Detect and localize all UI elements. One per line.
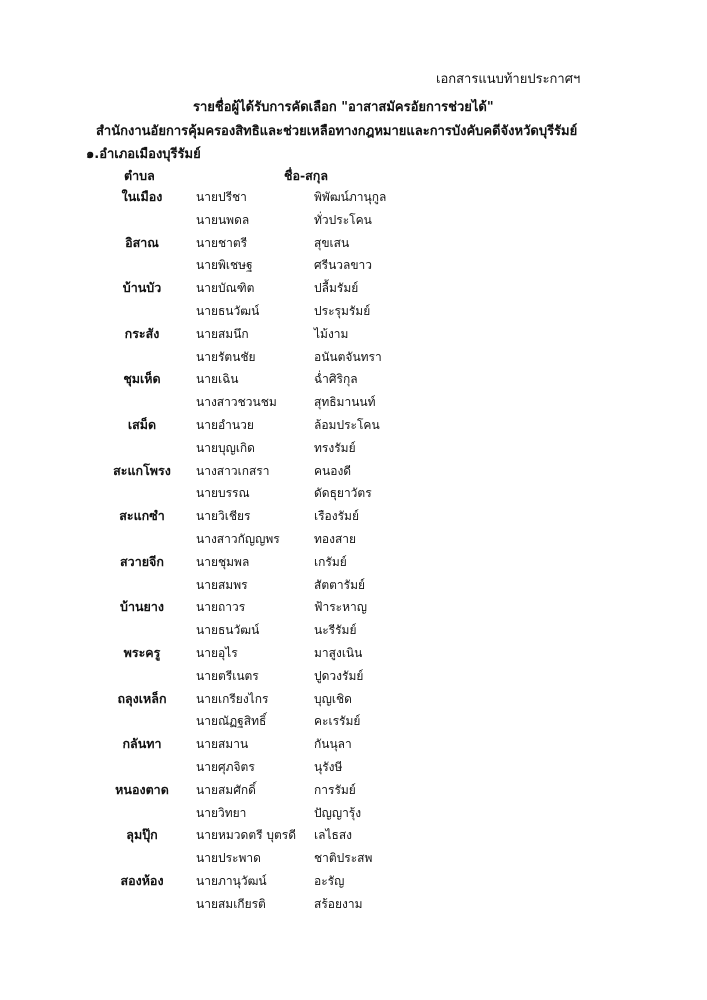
list-item (0, 757, 707, 780)
subdistrict-name: หนองตาด (115, 781, 169, 797)
person-last-name: ประรุมรัมย์ (314, 303, 371, 318)
list-item (0, 734, 707, 757)
attachment-note: เอกสารแนบท้ายประกาศฯ (436, 72, 581, 87)
person-last-name: ชาติประสพ (314, 851, 373, 866)
office-name: สำนักงานอัยการคุ้มครองสิทธิและช่วยเหลือทางกฎหมายและการบังคับคดีจังหวัดบุรีรัมย์ (96, 124, 578, 139)
person-last-name: การรัมย์ (314, 782, 356, 797)
person-last-name: อนันตจันทรา (314, 349, 382, 364)
person-first-name: นายถาวร (196, 600, 246, 615)
person-last-name: กันนุลา (314, 737, 352, 752)
subdistrict-name: พระครู (123, 644, 161, 660)
person-last-name: ทรงรัมย์ (314, 440, 356, 455)
person-first-name: นายเฉิน (196, 372, 239, 387)
list-item (0, 666, 707, 689)
list-item (0, 575, 707, 598)
person-first-name: นายอุไร (196, 645, 238, 660)
person-last-name: ไม้งาม (314, 326, 349, 341)
list-item (0, 871, 707, 894)
list-item (0, 233, 707, 256)
person-first-name: นายชุมพล (196, 554, 250, 569)
person-first-name: นายอำนวย (196, 417, 254, 432)
person-first-name: นายวิเชียร (196, 509, 251, 524)
list-item (0, 552, 707, 575)
person-first-name: นายณัฏฐสิทธิ์ (196, 714, 267, 729)
person-first-name: นายบรรณ (196, 486, 250, 501)
person-first-name: นางสาวกัญญพร (196, 531, 280, 546)
list-item (0, 711, 707, 734)
person-last-name: มาสูงเนิน (314, 645, 363, 660)
subdistrict-name: สองห้อง (120, 872, 164, 888)
subdistrict-name: สวายจีก (120, 553, 164, 569)
subdistrict-name: ในเมือง (121, 189, 163, 204)
person-first-name: นายรัตนชัย (196, 349, 256, 364)
person-first-name: นายสมศักดิ์ (196, 782, 256, 797)
list-item (0, 187, 707, 210)
person-first-name: นายสมพร (196, 577, 248, 592)
list-item (0, 438, 707, 461)
person-first-name: นายบัณฑิต (196, 281, 255, 296)
list-item (0, 301, 707, 324)
list-item (0, 529, 707, 552)
person-first-name: นายภานุวัฒน์ (196, 873, 267, 888)
person-first-name: นายสมาน (196, 737, 249, 752)
list-item (0, 347, 707, 370)
list-item (0, 483, 707, 506)
list-item (0, 803, 707, 826)
person-last-name: สร้อยงาม (314, 896, 363, 911)
list-item (0, 415, 707, 438)
subdistrict-name: บ้านบัว (122, 280, 162, 296)
person-first-name: นายศุภจิตร (196, 759, 255, 774)
person-last-name: ปูดวงรัมย์ (314, 668, 364, 683)
list-item (0, 324, 707, 347)
list-item (0, 278, 707, 301)
subdistrict-name: สะแกซำ (119, 508, 165, 524)
person-last-name: สุทธิมานนท์ (314, 395, 376, 410)
person-last-name: ฉ่ำศิริกุล (314, 372, 358, 387)
list-item (0, 392, 707, 415)
document-title: รายชื่อผู้ได้รับการคัดเลือก "อาสาสมัครอัยการช่วยได้" (193, 100, 494, 115)
person-first-name: นายชาตรี (196, 235, 248, 250)
subdistrict-name: ถลุงเหล็ก (117, 690, 167, 706)
person-first-name: นายนพดล (196, 212, 250, 227)
person-first-name: นายปรีชา (196, 190, 247, 204)
person-last-name: นุรังษี (314, 759, 343, 774)
list-item (0, 643, 707, 666)
subdistrict-name: บ้านยาง (120, 599, 164, 615)
list-item (0, 620, 707, 643)
person-last-name: บุญเชิด (314, 691, 352, 706)
subdistrict-name: สะแกโพรง (113, 462, 171, 478)
list-item (0, 506, 707, 529)
person-first-name: นายประพาด (196, 851, 261, 866)
person-first-name: นางสาวชวนชม (196, 395, 277, 410)
subdistrict-name: ลุมปุ๊ก (126, 827, 158, 843)
district-heading: ๑.อำเภอเมืองบุรีรัมย์ (86, 147, 201, 162)
subdistrict-name: กลันทา (122, 736, 162, 752)
person-last-name: อะรัญ (314, 873, 345, 888)
person-first-name: นายธนวัฒน์ (196, 303, 260, 318)
person-first-name: นางสาวเกสรา (196, 463, 270, 478)
person-first-name: นายธนวัฒน์ (196, 623, 260, 638)
list-item (0, 597, 707, 620)
volunteer-list (0, 187, 707, 917)
person-last-name: ปลื้มรัมย์ (314, 281, 359, 296)
person-last-name: เกรัมย์ (314, 554, 347, 569)
person-last-name: ศรีนวลขาว (314, 258, 373, 273)
person-last-name: ทองสาย (314, 531, 357, 546)
person-last-name: ฟ้าระหาญ (314, 600, 367, 615)
person-last-name: เรืองรัมย์ (314, 509, 359, 524)
person-last-name: เลไธสง (314, 828, 352, 843)
list-item (0, 848, 707, 871)
column-header-fullname: ชื่อ-สกุล (284, 168, 329, 183)
list-item (0, 461, 707, 484)
person-last-name: ทั่วประโคน (314, 212, 372, 227)
person-last-name: สัตตารัมย์ (314, 577, 366, 592)
person-first-name: นายสมเกียรติ (196, 896, 266, 911)
person-first-name: นายบุญเกิด (196, 440, 255, 455)
list-item (0, 369, 707, 392)
person-last-name: ล้อมประโคน (314, 417, 380, 432)
person-last-name: ดัดธุยาวัตร (314, 486, 372, 501)
column-header-subdistrict: ตำบล (124, 168, 155, 183)
person-first-name: นายพิเชษฐ (196, 258, 253, 273)
person-last-name: คะเรรัมย์ (314, 714, 361, 729)
list-item (0, 210, 707, 233)
subdistrict-name: ชุมเห็ด (123, 371, 161, 387)
person-last-name: นะรีรัมย์ (314, 623, 357, 638)
person-last-name: คนองดี (314, 463, 352, 478)
list-item (0, 780, 707, 803)
person-first-name: นายวิทยา (196, 805, 247, 820)
list-item (0, 255, 707, 278)
person-first-name: นายตรีเนตร (196, 668, 259, 683)
person-first-name: นายหมวดตรี บุตรดี (196, 828, 297, 843)
person-last-name: ปัญญารุ้ง (314, 805, 362, 820)
list-item (0, 894, 707, 917)
list-item (0, 825, 707, 848)
person-last-name: สุขเสน (314, 235, 350, 250)
subdistrict-name: กระสัง (124, 325, 160, 341)
list-item (0, 689, 707, 712)
subdistrict-name: เสม็ด (127, 416, 157, 432)
person-first-name: นายเกรียงไกร (196, 691, 269, 706)
subdistrict-name: อิสาณ (125, 234, 159, 250)
person-first-name: นายสมนึก (196, 326, 249, 341)
person-last-name: พิพัฒน์ภานุกูล (314, 190, 387, 204)
